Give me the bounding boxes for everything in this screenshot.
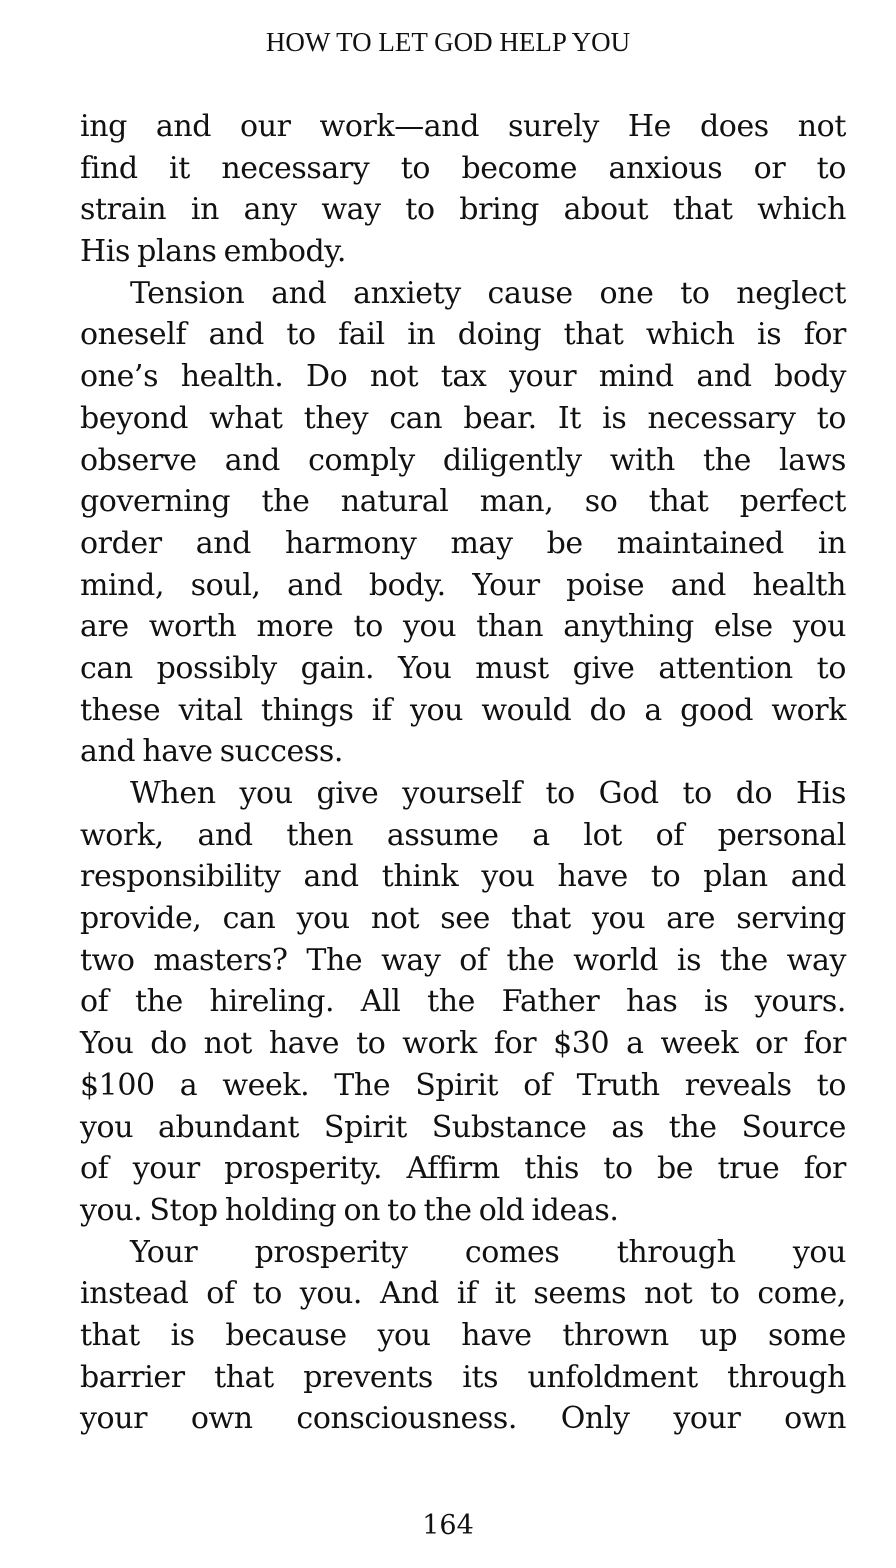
text-line: You do not have to work for $30 a week or for (80, 1026, 846, 1062)
paragraph (80, 773, 846, 1232)
text-line: When you give yourself to God to do His (130, 776, 846, 811)
paragraph (80, 1232, 846, 1440)
text-line: observe and comply diligently with the laws (80, 442, 846, 478)
text-line: instead of to you. And if it seems not to come, (80, 1276, 846, 1312)
text-line: you abundant Spirit Substance as the Source (80, 1109, 846, 1145)
text-line: governing the natural man, so that perfect (80, 484, 846, 520)
text-line: find it necessary to become anxious or to (80, 150, 846, 186)
text-line: beyond what they can bear. It is necessary to (80, 400, 846, 436)
text-line: and have success. (80, 734, 343, 770)
text-line: oneself and to fail in doing that which is for (80, 317, 846, 353)
text-line: $100 a week. The Spirit of Truth reveals to (80, 1067, 846, 1103)
text-line: can possibly gain. You must give attention to (80, 650, 846, 686)
text-line: of the hireling. All the Father has is yours. (80, 984, 846, 1020)
text-line: two masters? The way of the world is the way (80, 942, 846, 978)
page-number: 164 (422, 1510, 474, 1541)
text-line: responsibility and think you have to plan and (80, 859, 846, 895)
text-line: strain in any way to bring about that which (80, 192, 846, 228)
paragraph (80, 106, 846, 273)
page-body (80, 106, 846, 1440)
text-line: of your prosperity. Affirm this to be true for (80, 1151, 846, 1187)
text-line: His plans embody. (80, 234, 346, 270)
text-line: Your prosperity comes through you (130, 1234, 846, 1270)
text-line: barrier that prevents its unfoldment through (80, 1359, 846, 1395)
text-line: provide, can you not see that you are serving (80, 901, 846, 937)
text-line: you. Stop holding on to the old ideas. (80, 1192, 619, 1228)
paragraph (80, 273, 846, 773)
text-line: these vital things if you would do a good work (80, 692, 846, 728)
text-line: Tension and anxiety cause one to neglect (130, 275, 846, 311)
running-head: HOW TO LET GOD HELP YOU (265, 27, 631, 57)
text-line: are worth more to you than anything else you (80, 609, 846, 645)
text-line: that is because you have thrown up some (80, 1317, 846, 1353)
text-line: your own consciousness. Only your own (80, 1401, 846, 1437)
text-line: one’s health. Do not tax your mind and body (80, 359, 846, 395)
text-line: mind, soul, and body. Your poise and health (80, 567, 846, 603)
text-line: work, and then assume a lot of personal (80, 817, 846, 853)
text-line: order and harmony may be maintained in (80, 525, 846, 561)
text-line: ing and our work—and surely He does not (80, 109, 846, 144)
